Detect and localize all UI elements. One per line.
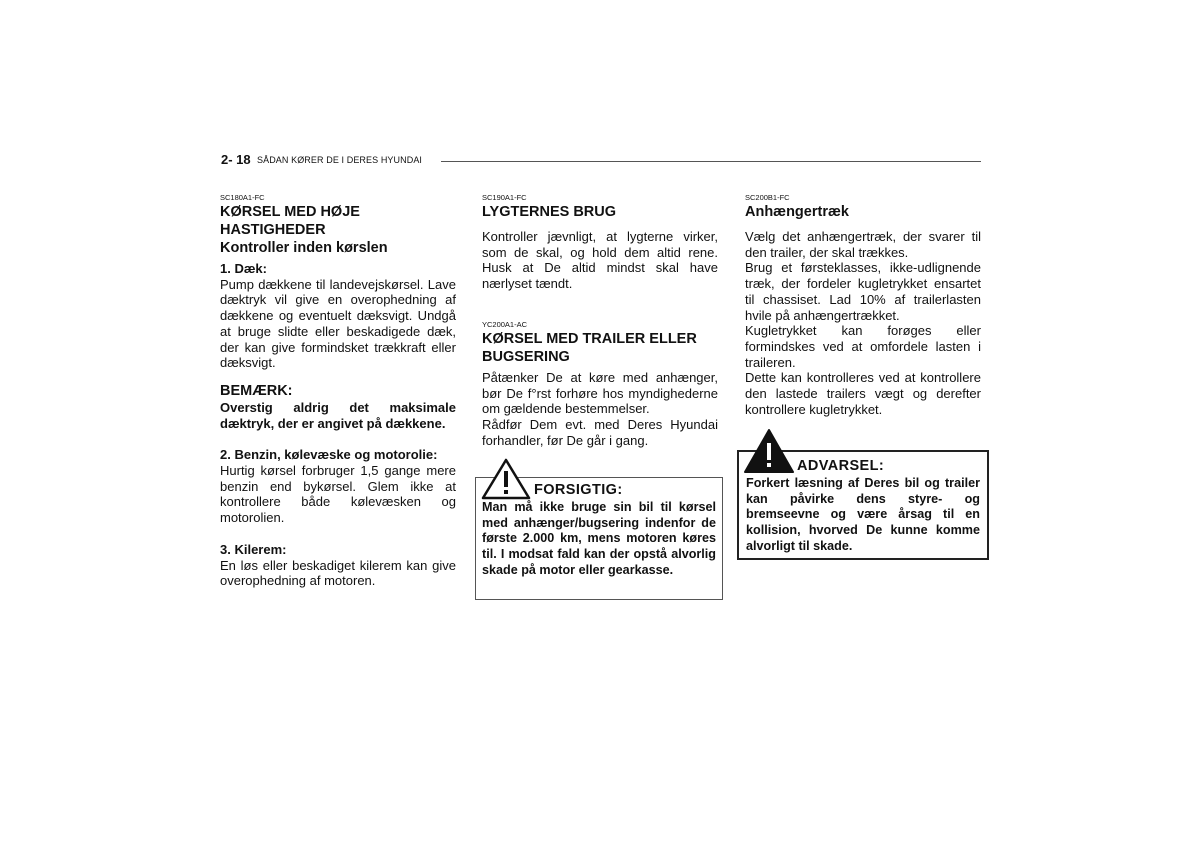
hitch-text-2: Brug et førsteklasses, ikke-udlignende træk, der fordeler kugletrykket ensartet til chassiset. Lad 10% af trailerlasten hvile på anhængertrækket.: [745, 260, 981, 323]
tires-text: Pump dækkene til landevejskørsel. Lave dæktryk vil give en overophedning af dækkene og eventuelt dæksvigt. Undgå at bruge slidte eller beskadigede dæk, der kan give formindsket trækkraft eller dæksvigt.: [220, 276, 456, 371]
hitch-text-1: Vælg det anhængertræk, der svarer til den trailer, der skal trækkes.: [745, 229, 981, 260]
fluids-heading: 2. Benzin, kølevæske og motorolie:: [220, 447, 438, 463]
column-trailer-hitch: [745, 193, 981, 417]
section-subtitle: Kontroller inden kørslen: [220, 240, 388, 256]
page-number: 2- 18: [221, 152, 251, 167]
trailer-title-line2: BUGSERING: [482, 348, 570, 365]
trailer-title-line1: KØRSEL MED TRAILER ELLER: [482, 330, 697, 347]
lights-text: Kontroller jævnligt, at lygterne virker, som de skal, og hold dem altid rene. Husk at De altid mindst skal have nærlyset tændt.: [482, 229, 718, 292]
note-text: Overstig aldrig det maksimale dæktryk, der er angivet på dækkene.: [220, 399, 456, 431]
tires-heading: 1. Dæk:: [220, 261, 267, 276]
caution-title: FORSIGTIG:: [534, 482, 623, 498]
trailer-text-2: Rådfør Dem evt. med Deres Hyundai forhandler, før De går i gang.: [482, 416, 718, 448]
section-code: YC200A1-AC: [482, 319, 528, 329]
note-heading: BEMÆRK:: [220, 382, 293, 399]
caution-triangle-icon: [481, 458, 531, 500]
chapter-title: SÅDAN KØRER DE I DERES HYUNDAI: [257, 155, 423, 165]
warning-triangle-icon: [743, 428, 795, 474]
page-header: [221, 152, 981, 170]
section-title-line2: HASTIGHEDER: [220, 222, 326, 238]
hitch-title: Anhængertræk: [745, 204, 849, 220]
caution-box: [475, 477, 723, 600]
section-code: SC190A1-FC: [482, 193, 527, 202]
section-code: SC200B1-FC: [745, 193, 790, 202]
header-rule: [441, 161, 981, 162]
warning-box: [737, 450, 989, 560]
trailer-text-1: Påtænker De at køre med anhænger, bør De f°rst forhøre hos myndighederne om gældende bestemmelser.: [482, 369, 718, 417]
section-code: SC180A1-FC: [220, 193, 265, 202]
caution-text: Man må ikke bruge sin bil til kørsel med anhænger/bugsering indenfor de første 2.000 km, mens motoren køres til. I modsat fald kan der opstå alvorlig skade på motor eller gearkasse.: [482, 500, 716, 577]
hitch-text-3: Kugletrykket kan forøges eller formindskes ved at omfordele lasten i traileren.: [745, 323, 981, 370]
belt-heading: 3. Kilerem:: [220, 541, 287, 557]
column-lights-trailer: [482, 193, 718, 448]
lights-title: LYGTERNES BRUG: [482, 204, 617, 220]
hitch-text-4: Dette kan kontrolleres ved at kontrollere den lastede trailers vægt og derefter kontrollere kugletrykket.: [745, 370, 981, 417]
section-title-line1: KØRSEL MED HØJE: [220, 204, 360, 220]
column-high-speed: [220, 193, 456, 589]
warning-text: Forkert læsning af Deres bil og trailer kan påvirke dens styre- og bremseevne og være årsag til en kollision, hvorved De kunne komme alvorligt til skade.: [746, 476, 980, 553]
belt-text: En løs eller beskadiget kilerem kan give overophedning af motoren.: [220, 557, 456, 589]
warning-title: ADVARSEL:: [797, 458, 885, 474]
fluids-text: Hurtig kørsel forbruger 1,5 gange mere benzin end bykørsel. Glem ikke at kontrollere både kølevæsken og motorolien.: [220, 463, 456, 526]
